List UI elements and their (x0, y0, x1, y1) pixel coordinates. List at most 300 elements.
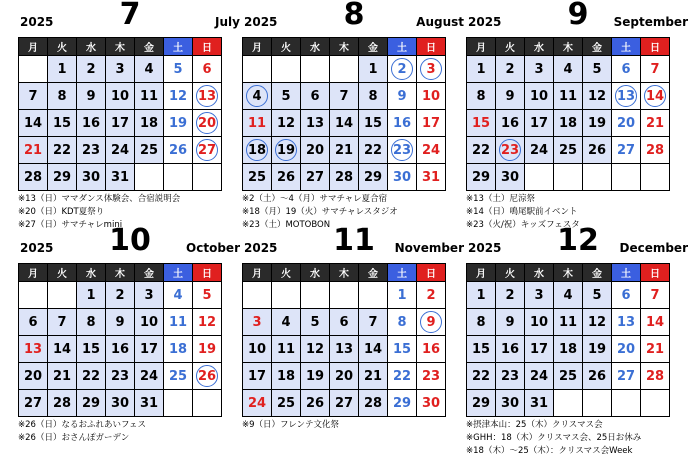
day-cell[interactable]: 7 (359, 309, 388, 336)
weekday-header: 月 (243, 264, 272, 282)
day-cell[interactable]: 29 (388, 390, 417, 417)
weekday-header: 土 (612, 264, 641, 282)
day-cell[interactable]: 3 (243, 309, 272, 336)
day-cell[interactable]: 15 (388, 336, 417, 363)
day-cell[interactable]: 10 (243, 336, 272, 363)
day-cell[interactable]: 27 (612, 137, 641, 164)
day-cell[interactable]: 6 (612, 56, 641, 83)
day-cell[interactable]: 16 (106, 336, 135, 363)
day-cell[interactable]: 24 (525, 137, 554, 164)
day-cell[interactable]: 1 (77, 282, 106, 309)
event-note: ※18（月）19（火）サマチャレスタジオ (242, 207, 398, 217)
event-note: ※27（日）サマチャレmini (18, 220, 123, 230)
event-notes (18, 419, 242, 445)
day-cell[interactable]: 3 (417, 56, 446, 83)
day-cell[interactable]: 11 (164, 309, 193, 336)
weekday-header: 木 (106, 38, 135, 56)
day-cell[interactable]: 13 (612, 83, 641, 110)
day-cell[interactable]: 27 (193, 137, 222, 164)
day-cell[interactable]: 22 (467, 363, 496, 390)
day-cell[interactable]: 20 (612, 110, 641, 137)
weekday-header: 木 (330, 264, 359, 282)
weekday-header: 日 (641, 38, 670, 56)
day-cell[interactable]: 4 (243, 83, 272, 110)
calendar-grid (466, 263, 670, 417)
day-cell[interactable]: 22 (48, 137, 77, 164)
day-cell[interactable]: 31 (106, 164, 135, 191)
month-name: August (416, 15, 464, 29)
empty-day-cell (301, 282, 330, 309)
calendar-grid (18, 263, 222, 417)
day-cell[interactable]: 7 (19, 83, 48, 110)
event-note: ※20（日）KDT夏祭り (18, 207, 105, 217)
day-cell[interactable]: 14 (641, 309, 670, 336)
day-cell[interactable]: 16 (417, 336, 446, 363)
day-cell[interactable]: 27 (612, 363, 641, 390)
empty-day-cell (193, 390, 222, 417)
day-cell[interactable]: 25 (272, 390, 301, 417)
day-cell[interactable]: 8 (359, 83, 388, 110)
weekday-header: 水 (77, 38, 106, 56)
day-cell[interactable]: 8 (388, 309, 417, 336)
day-cell[interactable]: 31 (417, 164, 446, 191)
empty-day-cell (164, 164, 193, 191)
day-cell[interactable]: 28 (359, 390, 388, 417)
day-cell[interactable]: 30 (417, 390, 446, 417)
day-cell[interactable]: 25 (164, 363, 193, 390)
day-cell[interactable]: 20 (301, 137, 330, 164)
day-cell[interactable]: 13 (301, 110, 330, 137)
calendar-month-august (242, 2, 466, 232)
weekday-header: 木 (554, 264, 583, 282)
calendar-grid (18, 37, 222, 191)
day-cell[interactable]: 18 (135, 110, 164, 137)
day-cell[interactable]: 19 (272, 137, 301, 164)
empty-day-cell (164, 390, 193, 417)
day-cell[interactable]: 19 (583, 110, 612, 137)
weekday-header: 土 (164, 264, 193, 282)
day-cell[interactable]: 7 (641, 56, 670, 83)
day-cell[interactable]: 3 (525, 282, 554, 309)
day-cell[interactable]: 2 (496, 56, 525, 83)
day-cell[interactable]: 23 (106, 363, 135, 390)
day-cell[interactable]: 22 (467, 137, 496, 164)
weekday-header: 火 (496, 38, 525, 56)
weekday-header: 日 (193, 38, 222, 56)
day-cell[interactable]: 25 (554, 137, 583, 164)
day-cell[interactable]: 22 (359, 137, 388, 164)
day-cell[interactable]: 2 (77, 56, 106, 83)
event-note: ※2（土）～4（月）サマチャレ夏合宿 (242, 194, 388, 204)
month-header (242, 2, 466, 37)
weekday-header: 日 (417, 38, 446, 56)
day-cell[interactable]: 9 (77, 83, 106, 110)
month-name: December (619, 241, 688, 255)
weekday-header: 木 (106, 264, 135, 282)
day-cell[interactable]: 17 (525, 110, 554, 137)
day-cell[interactable]: 29 (48, 164, 77, 191)
weekday-header: 土 (388, 264, 417, 282)
day-cell[interactable]: 6 (612, 282, 641, 309)
day-cell[interactable]: 30 (106, 390, 135, 417)
day-cell[interactable]: 26 (193, 363, 222, 390)
day-cell[interactable]: 18 (554, 110, 583, 137)
day-cell[interactable]: 29 (359, 164, 388, 191)
weekday-header: 火 (48, 264, 77, 282)
day-cell[interactable]: 26 (164, 137, 193, 164)
empty-day-cell (19, 56, 48, 83)
empty-day-cell (583, 390, 612, 417)
day-cell[interactable]: 5 (301, 309, 330, 336)
day-cell[interactable]: 12 (301, 336, 330, 363)
day-cell[interactable]: 2 (496, 282, 525, 309)
empty-day-cell (193, 164, 222, 191)
day-cell[interactable]: 23 (496, 137, 525, 164)
empty-day-cell (612, 164, 641, 191)
event-note: ※18（木）～25（木）：クリスマス会Week (466, 446, 633, 456)
day-cell[interactable]: 9 (496, 309, 525, 336)
month-header (466, 2, 690, 37)
day-cell[interactable]: 6 (19, 309, 48, 336)
month-number: 10 (109, 223, 151, 258)
month-name: November (394, 241, 464, 255)
month-number: 12 (557, 223, 599, 258)
day-cell[interactable]: 7 (48, 309, 77, 336)
weekday-header: 月 (467, 264, 496, 282)
day-cell[interactable]: 30 (388, 164, 417, 191)
day-cell[interactable]: 19 (301, 363, 330, 390)
day-cell[interactable]: 7 (330, 83, 359, 110)
empty-day-cell (554, 164, 583, 191)
day-cell[interactable]: 24 (525, 363, 554, 390)
day-cell[interactable]: 13 (612, 309, 641, 336)
day-cell[interactable]: 14 (19, 110, 48, 137)
day-cell[interactable]: 27 (301, 164, 330, 191)
day-cell[interactable]: 24 (417, 137, 446, 164)
empty-day-cell (301, 56, 330, 83)
day-cell[interactable]: 13 (193, 83, 222, 110)
weekday-header: 月 (243, 38, 272, 56)
year-label: 2025 (244, 241, 278, 255)
event-note: ※26（日）なるおふれあいフェス (18, 420, 147, 430)
day-cell[interactable]: 2 (388, 56, 417, 83)
weekday-header: 水 (525, 38, 554, 56)
day-cell[interactable]: 4 (554, 56, 583, 83)
day-cell[interactable]: 15 (359, 110, 388, 137)
day-cell[interactable]: 24 (135, 363, 164, 390)
day-cell[interactable]: 5 (583, 282, 612, 309)
event-note: ※26（日）おさんぽガーデン (18, 433, 130, 443)
day-cell[interactable]: 10 (525, 83, 554, 110)
day-cell[interactable]: 11 (554, 83, 583, 110)
day-cell[interactable]: 20 (19, 363, 48, 390)
day-cell[interactable]: 28 (48, 390, 77, 417)
event-note: ※摂津本山：25（木）クリスマス会 (466, 420, 603, 430)
month-number: 11 (333, 223, 375, 258)
day-cell[interactable]: 11 (272, 336, 301, 363)
day-cell[interactable]: 2 (106, 282, 135, 309)
day-cell[interactable]: 23 (496, 363, 525, 390)
year-label: 2025 (20, 241, 54, 255)
day-cell[interactable]: 24 (106, 137, 135, 164)
day-cell[interactable]: 17 (243, 363, 272, 390)
day-cell[interactable]: 15 (467, 336, 496, 363)
month-name: July (215, 15, 240, 29)
day-cell[interactable]: 24 (243, 390, 272, 417)
day-cell[interactable]: 4 (554, 282, 583, 309)
month-header (18, 2, 242, 37)
day-cell[interactable]: 19 (164, 110, 193, 137)
day-cell[interactable]: 21 (641, 336, 670, 363)
empty-day-cell (330, 56, 359, 83)
day-cell[interactable]: 12 (193, 309, 222, 336)
day-cell[interactable]: 14 (641, 83, 670, 110)
day-cell[interactable]: 30 (496, 390, 525, 417)
day-cell[interactable]: 8 (77, 309, 106, 336)
year-label: 2025 (244, 15, 278, 29)
day-cell[interactable]: 21 (330, 137, 359, 164)
day-cell[interactable]: 10 (106, 83, 135, 110)
weekday-header: 月 (19, 38, 48, 56)
month-number: 9 (567, 0, 589, 32)
day-cell[interactable]: 18 (164, 336, 193, 363)
day-cell[interactable]: 12 (583, 309, 612, 336)
weekday-header: 金 (359, 264, 388, 282)
day-cell[interactable]: 12 (272, 110, 301, 137)
day-cell[interactable]: 6 (301, 83, 330, 110)
day-cell[interactable]: 19 (583, 336, 612, 363)
empty-day-cell (19, 282, 48, 309)
day-cell[interactable]: 25 (243, 164, 272, 191)
day-cell[interactable]: 9 (106, 309, 135, 336)
day-cell[interactable]: 1 (467, 56, 496, 83)
day-cell[interactable]: 9 (388, 83, 417, 110)
empty-day-cell (641, 164, 670, 191)
day-cell[interactable]: 17 (525, 336, 554, 363)
day-cell[interactable]: 29 (467, 390, 496, 417)
day-cell[interactable]: 21 (48, 363, 77, 390)
day-cell[interactable]: 21 (641, 110, 670, 137)
event-note: ※13（土）尼涼祭 (466, 194, 535, 204)
calendar-grid (242, 263, 446, 417)
day-cell[interactable]: 23 (77, 137, 106, 164)
weekday-header: 水 (525, 264, 554, 282)
day-cell[interactable]: 12 (164, 83, 193, 110)
weekday-header: 金 (583, 264, 612, 282)
day-cell[interactable]: 31 (525, 390, 554, 417)
event-notes (466, 419, 690, 458)
day-cell[interactable]: 13 (19, 336, 48, 363)
day-cell[interactable]: 5 (272, 83, 301, 110)
day-cell[interactable]: 11 (554, 309, 583, 336)
event-note: ※13（日）ママダンス体験会、合宿説明会 (18, 194, 181, 204)
day-cell[interactable]: 18 (272, 363, 301, 390)
empty-day-cell (272, 282, 301, 309)
day-cell[interactable]: 11 (243, 110, 272, 137)
day-cell[interactable]: 3 (135, 282, 164, 309)
weekday-header: 土 (612, 38, 641, 56)
event-note: ※GHH：18（木）クリスマス会、25日お休み (466, 433, 642, 443)
calendar-grid (466, 37, 670, 191)
weekday-header: 火 (48, 38, 77, 56)
day-cell[interactable]: 27 (330, 390, 359, 417)
day-cell[interactable]: 9 (417, 309, 446, 336)
weekday-header: 火 (272, 264, 301, 282)
day-cell[interactable]: 19 (193, 336, 222, 363)
year-label: 2025 (468, 241, 502, 255)
day-cell[interactable]: 17 (135, 336, 164, 363)
year-label: 2025 (468, 15, 502, 29)
empty-day-cell (48, 282, 77, 309)
weekday-header: 火 (272, 38, 301, 56)
day-cell[interactable]: 5 (583, 56, 612, 83)
day-cell[interactable]: 8 (467, 83, 496, 110)
day-cell[interactable]: 25 (554, 363, 583, 390)
day-cell[interactable]: 9 (496, 83, 525, 110)
weekday-header: 土 (164, 38, 193, 56)
day-cell[interactable]: 22 (388, 363, 417, 390)
day-cell[interactable]: 1 (48, 56, 77, 83)
day-cell[interactable]: 20 (330, 363, 359, 390)
day-cell[interactable]: 25 (135, 137, 164, 164)
day-cell[interactable]: 4 (164, 282, 193, 309)
day-cell[interactable]: 31 (135, 390, 164, 417)
day-cell[interactable]: 15 (467, 110, 496, 137)
weekday-header: 水 (77, 264, 106, 282)
weekday-header: 水 (301, 264, 330, 282)
empty-day-cell (525, 164, 554, 191)
day-cell[interactable]: 2 (417, 282, 446, 309)
day-cell[interactable]: 6 (193, 56, 222, 83)
day-cell[interactable]: 30 (77, 164, 106, 191)
event-note: ※14（日）鳴尾駅前イベント (466, 207, 578, 217)
weekday-header: 土 (388, 38, 417, 56)
month-number: 7 (119, 0, 141, 32)
day-cell[interactable]: 26 (272, 164, 301, 191)
calendar-month-september (466, 2, 690, 232)
empty-day-cell (243, 282, 272, 309)
empty-day-cell (583, 164, 612, 191)
event-notes (242, 419, 466, 432)
weekday-header: 木 (330, 38, 359, 56)
day-cell[interactable]: 20 (193, 110, 222, 137)
day-cell[interactable]: 16 (388, 110, 417, 137)
day-cell[interactable]: 10 (525, 309, 554, 336)
day-cell[interactable]: 8 (48, 83, 77, 110)
weekday-header: 日 (193, 264, 222, 282)
day-cell[interactable]: 11 (135, 83, 164, 110)
day-cell[interactable]: 16 (77, 110, 106, 137)
day-cell[interactable]: 22 (77, 363, 106, 390)
day-cell[interactable]: 3 (106, 56, 135, 83)
day-cell[interactable]: 1 (359, 56, 388, 83)
weekday-header: 水 (301, 38, 330, 56)
year-label: 2025 (20, 15, 54, 29)
day-cell[interactable]: 29 (77, 390, 106, 417)
day-cell[interactable]: 17 (106, 110, 135, 137)
weekday-header: 日 (641, 264, 670, 282)
day-cell[interactable]: 26 (583, 137, 612, 164)
day-cell[interactable]: 16 (496, 336, 525, 363)
day-cell[interactable]: 21 (359, 363, 388, 390)
day-cell[interactable]: 27 (19, 390, 48, 417)
weekday-header: 金 (359, 38, 388, 56)
empty-day-cell (330, 282, 359, 309)
day-cell[interactable]: 16 (496, 110, 525, 137)
day-cell[interactable]: 28 (641, 137, 670, 164)
day-cell[interactable]: 3 (525, 56, 554, 83)
day-cell[interactable]: 15 (48, 110, 77, 137)
empty-day-cell (359, 282, 388, 309)
day-cell[interactable]: 28 (641, 363, 670, 390)
weekday-header: 金 (583, 38, 612, 56)
day-cell[interactable]: 18 (554, 336, 583, 363)
day-cell[interactable]: 5 (193, 282, 222, 309)
day-cell[interactable]: 1 (388, 282, 417, 309)
empty-day-cell (272, 56, 301, 83)
day-cell[interactable]: 6 (330, 309, 359, 336)
day-cell[interactable]: 10 (135, 309, 164, 336)
calendar-month-july (18, 2, 242, 232)
day-cell[interactable]: 14 (359, 336, 388, 363)
day-cell[interactable]: 14 (330, 110, 359, 137)
event-note: ※23（土）MOTOBON (242, 220, 331, 230)
event-note: ※9（日）フレンテ文化祭 (242, 420, 339, 430)
day-cell[interactable]: 14 (48, 336, 77, 363)
day-cell[interactable]: 15 (77, 336, 106, 363)
empty-day-cell (554, 390, 583, 417)
day-cell[interactable]: 10 (417, 83, 446, 110)
day-cell[interactable]: 12 (583, 83, 612, 110)
day-cell[interactable]: 13 (330, 336, 359, 363)
day-cell[interactable]: 8 (467, 309, 496, 336)
weekday-header: 月 (19, 264, 48, 282)
day-cell[interactable]: 4 (272, 309, 301, 336)
weekday-header: 金 (135, 264, 164, 282)
day-cell[interactable]: 26 (301, 390, 330, 417)
day-cell[interactable]: 29 (467, 164, 496, 191)
day-cell[interactable]: 5 (164, 56, 193, 83)
empty-day-cell (612, 390, 641, 417)
weekday-header: 木 (554, 38, 583, 56)
day-cell[interactable]: 23 (417, 363, 446, 390)
day-cell[interactable]: 4 (135, 56, 164, 83)
month-name: October (186, 241, 240, 255)
day-cell[interactable]: 17 (417, 110, 446, 137)
empty-day-cell (135, 164, 164, 191)
event-note: ※23（火/祝）キッズフェスタ (466, 220, 580, 230)
weekday-header: 月 (467, 38, 496, 56)
month-name: September (613, 15, 688, 29)
day-cell[interactable]: 30 (496, 164, 525, 191)
day-cell[interactable]: 28 (330, 164, 359, 191)
day-cell[interactable]: 21 (19, 137, 48, 164)
weekday-header: 金 (135, 38, 164, 56)
day-cell[interactable]: 7 (641, 282, 670, 309)
month-number: 8 (343, 0, 365, 32)
day-cell[interactable]: 20 (612, 336, 641, 363)
empty-day-cell (243, 56, 272, 83)
weekday-header: 火 (496, 264, 525, 282)
day-cell[interactable]: 23 (388, 137, 417, 164)
day-cell[interactable]: 18 (243, 137, 272, 164)
day-cell[interactable]: 1 (467, 282, 496, 309)
weekday-header: 日 (417, 264, 446, 282)
empty-day-cell (641, 390, 670, 417)
calendar-grid (242, 37, 446, 191)
day-cell[interactable]: 26 (583, 363, 612, 390)
day-cell[interactable]: 28 (19, 164, 48, 191)
